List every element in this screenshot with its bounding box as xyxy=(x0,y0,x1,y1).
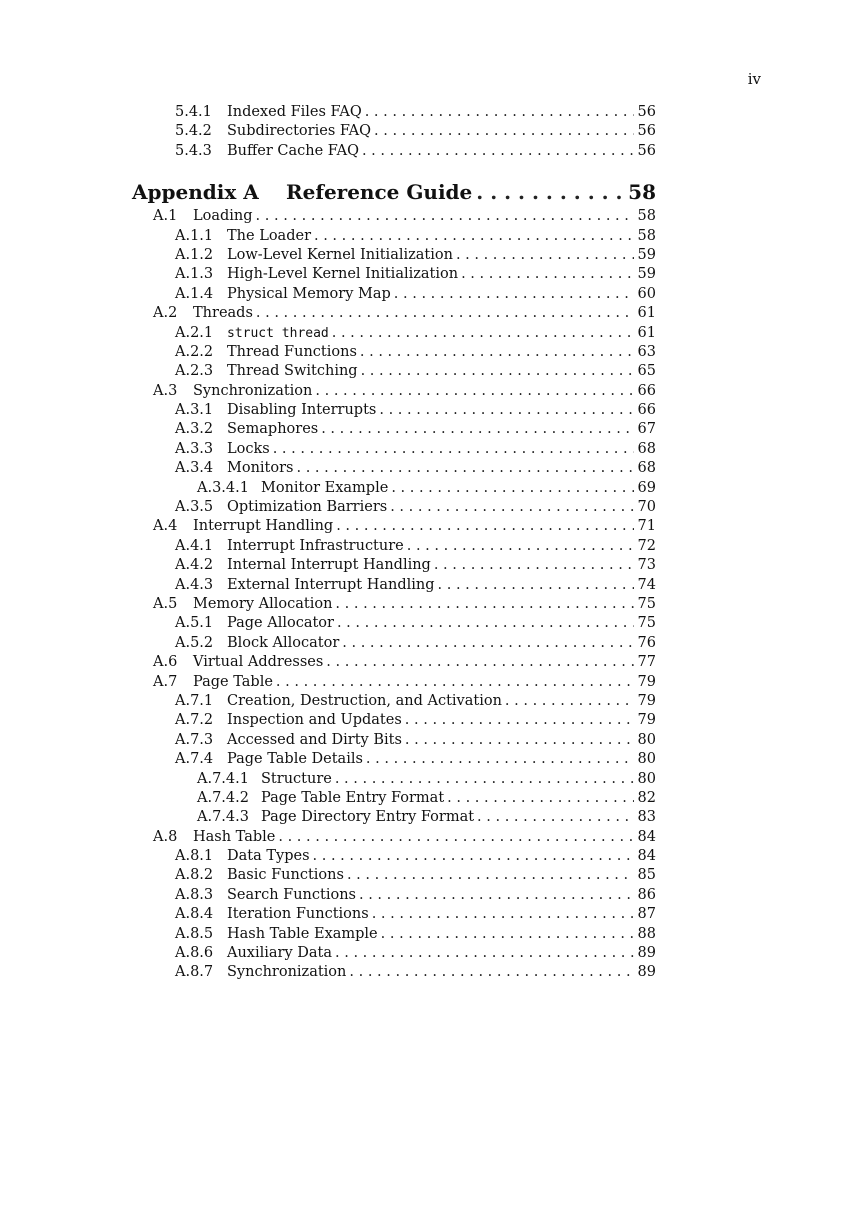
toc-entry-a-4-3[interactable] xyxy=(0,576,656,595)
toc-entry-a-7-4-2[interactable] xyxy=(0,789,656,808)
toc-entry-a-7[interactable] xyxy=(0,673,656,692)
dot-leader xyxy=(349,963,633,982)
toc-number: A.2.1 xyxy=(175,324,214,341)
toc-page: 58 xyxy=(637,208,656,225)
toc-entry-a-4-2[interactable] xyxy=(0,556,656,575)
toc-entry-a-8-4[interactable] xyxy=(0,905,656,924)
toc-page: 80 xyxy=(637,751,656,768)
toc-title: Monitor Example xyxy=(261,479,389,496)
toc-entry-a-3-4[interactable] xyxy=(0,459,656,478)
toc-entry-a-5-2[interactable] xyxy=(0,634,656,653)
toc-title: Virtual Addresses xyxy=(193,654,324,671)
dot-leader xyxy=(405,711,634,730)
toc-number: A.2.2 xyxy=(175,343,214,360)
toc-number: A.7.4.1 xyxy=(197,770,249,787)
dot-leader xyxy=(337,614,634,633)
dot-leader xyxy=(456,246,634,265)
toc-title: Iteration Functions xyxy=(227,906,369,923)
dot-leader xyxy=(390,498,633,517)
toc-title: Inspection and Updates xyxy=(227,712,402,729)
toc-number: A.8 xyxy=(153,828,178,845)
toc-number: A.8.7 xyxy=(175,964,214,981)
toc-page: 74 xyxy=(637,576,656,593)
toc-title: Synchronization xyxy=(227,964,347,981)
dot-leader xyxy=(256,207,634,226)
dot-leader xyxy=(434,556,634,575)
toc-page: 71 xyxy=(637,518,656,535)
toc-page: 56 xyxy=(637,142,656,159)
dot-leader xyxy=(332,324,634,343)
toc-number: 5.4.2 xyxy=(175,123,212,140)
toc-title: Indexed Files FAQ xyxy=(227,104,362,120)
toc-page: 75 xyxy=(637,595,656,612)
dot-leader xyxy=(335,770,634,789)
toc-entry-a-3-4-1[interactable] xyxy=(0,479,656,498)
toc-entry-a-4-1[interactable] xyxy=(0,537,656,556)
toc-title: Semaphores xyxy=(227,421,319,438)
toc-entry-a-7-4-3[interactable] xyxy=(0,808,656,827)
toc-entry-a-3-2[interactable] xyxy=(0,420,656,439)
dot-leader xyxy=(391,479,633,498)
toc-page: 84 xyxy=(637,828,656,845)
toc-title: Subdirectories FAQ xyxy=(227,123,372,140)
toc-number: A.3.5 xyxy=(175,499,214,516)
toc-title: Page Directory Entry Format xyxy=(261,809,475,826)
dot-leader xyxy=(505,692,634,711)
toc-number: A.7.4.3 xyxy=(197,809,249,826)
toc-title: High-Level Kernel Initialization xyxy=(227,266,459,283)
toc-title: Block Allocator xyxy=(227,634,340,651)
toc-page: 80 xyxy=(637,770,656,787)
dot-leader xyxy=(326,653,633,672)
toc-title: Interrupt Handling xyxy=(193,518,334,535)
page-number: iv xyxy=(747,70,761,88)
toc-page: 58 xyxy=(628,180,656,205)
toc-number: 5.4.1 xyxy=(175,104,212,120)
toc-number: A.8.3 xyxy=(175,886,214,903)
toc-page: 88 xyxy=(637,925,656,942)
toc-number: A.7.3 xyxy=(175,731,214,748)
toc-page: 58 xyxy=(637,227,656,244)
toc-entry-a-1-3[interactable] xyxy=(0,265,656,284)
toc-entry-a-3[interactable] xyxy=(0,382,656,401)
toc-entry-a-3-5[interactable] xyxy=(0,498,656,517)
toc-title: Auxiliary Data xyxy=(227,945,333,962)
toc-title: Thread Switching xyxy=(227,363,358,380)
toc-number: A.3 xyxy=(153,382,178,399)
toc-title: Synchronization xyxy=(193,382,313,399)
toc-title: Memory Allocation xyxy=(193,595,333,612)
toc-title: Hash Table xyxy=(193,828,276,845)
toc-page: 66 xyxy=(637,382,656,399)
toc-title: Disabling Interrupts xyxy=(227,402,377,419)
toc-number: A.4.3 xyxy=(175,576,214,593)
toc-entry-a-7-2[interactable] xyxy=(0,711,656,730)
toc-number: A.6 xyxy=(153,654,178,671)
toc-title: Page Table Entry Format xyxy=(261,789,445,806)
toc-number: A.3.2 xyxy=(175,421,214,438)
toc-page: 63 xyxy=(637,343,656,360)
toc-title: Loading xyxy=(193,208,253,225)
toc-number: 5.4.3 xyxy=(175,142,212,159)
toc-entry-a-3-1[interactable] xyxy=(0,401,656,420)
toc-number: Appendix A xyxy=(132,180,259,205)
dot-leader xyxy=(461,265,633,284)
toc-entry-a-5-1[interactable] xyxy=(0,614,656,633)
toc-entry-a-7-3[interactable] xyxy=(0,731,656,750)
toc-entry-a-2[interactable] xyxy=(0,304,656,323)
toc-number: A.8.4 xyxy=(175,906,214,923)
toc-entry-a-2-3[interactable] xyxy=(0,362,656,381)
dot-leader xyxy=(365,103,634,122)
dot-leader xyxy=(321,420,633,439)
dot-leader xyxy=(374,122,634,141)
toc-title: Low-Level Kernel Initialization xyxy=(227,246,453,263)
toc-page: 59 xyxy=(637,266,656,283)
toc-title: Structure xyxy=(261,770,332,787)
toc-number: A.1 xyxy=(153,208,178,225)
toc-entry-a-4[interactable] xyxy=(0,517,656,536)
dot-leader xyxy=(335,595,633,614)
toc-page: 61 xyxy=(637,305,656,322)
toc-entry-a-8-1[interactable] xyxy=(0,847,656,866)
toc-number: A.8.6 xyxy=(175,945,214,962)
toc-title: Page Allocator xyxy=(227,615,334,632)
toc-page: 76 xyxy=(637,634,656,651)
toc-title: Internal Interrupt Handling xyxy=(227,557,431,574)
dot-leader xyxy=(360,343,634,362)
toc-entry-a-5[interactable] xyxy=(0,595,656,614)
toc-page: 68 xyxy=(637,460,656,477)
toc-entry-a-1-4[interactable] xyxy=(0,285,656,304)
toc-title: External Interrupt Handling xyxy=(227,576,435,593)
dot-leader xyxy=(361,362,634,381)
toc-number: A.1.4 xyxy=(175,285,214,302)
dot-leader xyxy=(276,673,634,692)
toc-title: Physical Memory Map xyxy=(227,285,391,302)
toc-number: A.7 xyxy=(153,673,178,690)
dot-leader xyxy=(335,944,634,963)
dot-leader xyxy=(296,459,633,478)
toc-title: Page Table xyxy=(193,673,273,690)
dot-leader xyxy=(273,440,634,459)
table-of-contents xyxy=(0,103,868,983)
dot-leader xyxy=(315,382,633,401)
toc-entry-a-2-1[interactable] xyxy=(0,324,656,343)
dot-leader xyxy=(407,537,634,556)
toc-page: 73 xyxy=(637,557,656,574)
toc-number: A.8.2 xyxy=(175,867,214,884)
toc-entry-a-8-3[interactable] xyxy=(0,886,656,905)
dot-leader xyxy=(447,789,633,808)
toc-page: 69 xyxy=(637,479,656,496)
toc-page: 82 xyxy=(637,789,656,806)
toc-number: A.4.1 xyxy=(175,537,214,554)
toc-page: 61 xyxy=(637,324,656,341)
dot-leader xyxy=(256,304,634,323)
toc-page: 59 xyxy=(637,246,656,263)
toc-number: A.5 xyxy=(153,595,178,612)
dot-leader xyxy=(372,905,634,924)
dot-leader xyxy=(278,828,633,847)
toc-page: 70 xyxy=(637,499,656,516)
toc-title: Accessed and Dirty Bits xyxy=(227,731,402,748)
toc-page: 65 xyxy=(637,363,656,380)
toc-entry-a-8-6[interactable] xyxy=(0,944,656,963)
dot-leader xyxy=(476,178,621,206)
toc-number: A.7.4 xyxy=(175,751,214,768)
toc-page: 84 xyxy=(637,848,656,865)
toc-appendix-a[interactable] xyxy=(0,178,656,206)
dot-leader xyxy=(314,227,634,246)
toc-page: 86 xyxy=(637,886,656,903)
toc-entry-a-1[interactable] xyxy=(0,207,656,226)
toc-title: struct thread xyxy=(227,325,329,341)
toc-number: A.1.1 xyxy=(175,227,214,244)
toc-number: A.5.2 xyxy=(175,634,214,651)
toc-entry-a-2-2[interactable] xyxy=(0,343,656,362)
toc-page: 68 xyxy=(637,440,656,457)
toc-number: A.3.4 xyxy=(175,460,214,477)
dot-leader xyxy=(313,847,634,866)
toc-title: Basic Functions xyxy=(227,867,344,884)
toc-number: A.7.4.2 xyxy=(197,789,249,806)
toc-number: A.4.2 xyxy=(175,557,214,574)
dot-leader xyxy=(366,750,634,769)
toc-entry-a-8-5[interactable] xyxy=(0,925,656,944)
toc-title: Page Table Details xyxy=(227,751,363,768)
toc-page: 89 xyxy=(637,945,656,962)
toc-entry-a-1-2[interactable] xyxy=(0,246,656,265)
toc-page: 77 xyxy=(637,654,656,671)
toc-page: 67 xyxy=(637,421,656,438)
toc-number: A.1.3 xyxy=(175,266,214,283)
dot-leader xyxy=(438,576,634,595)
toc-entry-a-8[interactable] xyxy=(0,828,656,847)
toc-page: 79 xyxy=(637,692,656,709)
toc-number: A.2.3 xyxy=(175,363,214,380)
toc-page: 87 xyxy=(637,906,656,923)
toc-title: Monitors xyxy=(227,460,294,477)
toc-title: Data Types xyxy=(227,848,310,865)
toc-title: Interrupt Infrastructure xyxy=(227,537,404,554)
toc-number: A.3.3 xyxy=(175,440,214,457)
toc-number: A.8.1 xyxy=(175,848,214,865)
toc-entry-a-8-2[interactable] xyxy=(0,866,656,885)
toc-entry-5-4-2[interactable] xyxy=(0,122,656,141)
toc-number: A.2 xyxy=(153,305,178,322)
dot-leader xyxy=(362,142,634,161)
toc-page: 83 xyxy=(637,809,656,826)
toc-title: Thread Functions xyxy=(227,343,357,360)
toc-entry-a-3-3[interactable] xyxy=(0,440,656,459)
toc-page: 60 xyxy=(637,285,656,302)
toc-title: Buffer Cache FAQ xyxy=(227,142,359,159)
toc-title: Search Functions xyxy=(227,886,356,903)
dot-leader xyxy=(359,886,634,905)
dot-leader xyxy=(477,808,634,827)
toc-title: The Loader xyxy=(227,227,311,244)
dot-leader xyxy=(342,634,633,653)
dot-leader xyxy=(405,731,634,750)
toc-entry-5-4-1[interactable] xyxy=(0,103,656,122)
toc-number: A.1.2 xyxy=(175,246,214,263)
toc-page: 72 xyxy=(637,537,656,554)
toc-entry-a-7-1[interactable] xyxy=(0,692,656,711)
toc-title: Creation, Destruction, and Activation xyxy=(227,692,502,709)
dot-leader xyxy=(381,925,634,944)
dot-leader xyxy=(336,517,633,536)
toc-page: 66 xyxy=(637,402,656,419)
toc-number: A.3.1 xyxy=(175,402,214,419)
toc-entry-5-4-3[interactable] xyxy=(0,142,656,161)
toc-page: 79 xyxy=(637,673,656,690)
toc-number: A.4 xyxy=(153,518,178,535)
toc-number: A.3.4.1 xyxy=(197,479,249,496)
toc-title: Hash Table Example xyxy=(227,925,378,942)
toc-page: 56 xyxy=(637,123,656,140)
toc-page: 56 xyxy=(637,104,656,120)
toc-number: A.7.2 xyxy=(175,712,214,729)
toc-page: 85 xyxy=(637,867,656,884)
toc-page: 89 xyxy=(637,964,656,981)
toc-number: A.8.5 xyxy=(175,925,214,942)
toc-number: A.7.1 xyxy=(175,692,214,709)
toc-page: 75 xyxy=(637,615,656,632)
toc-entry-a-6[interactable] xyxy=(0,653,656,672)
toc-page: 79 xyxy=(637,712,656,729)
toc-entry-a-1-1[interactable] xyxy=(0,227,656,246)
toc-page: 80 xyxy=(637,731,656,748)
dot-leader xyxy=(379,401,633,420)
toc-entry-a-7-4-1[interactable] xyxy=(0,770,656,789)
toc-number: A.5.1 xyxy=(175,615,214,632)
toc-entry-a-8-7[interactable] xyxy=(0,963,656,982)
dot-leader xyxy=(347,866,634,885)
toc-title: Optimization Barriers xyxy=(227,499,388,516)
toc-title: Threads xyxy=(193,305,253,322)
toc-title: Reference Guide xyxy=(286,180,473,205)
dot-leader xyxy=(394,285,634,304)
toc-entry-a-7-4[interactable] xyxy=(0,750,656,769)
toc-title: Locks xyxy=(227,440,270,457)
